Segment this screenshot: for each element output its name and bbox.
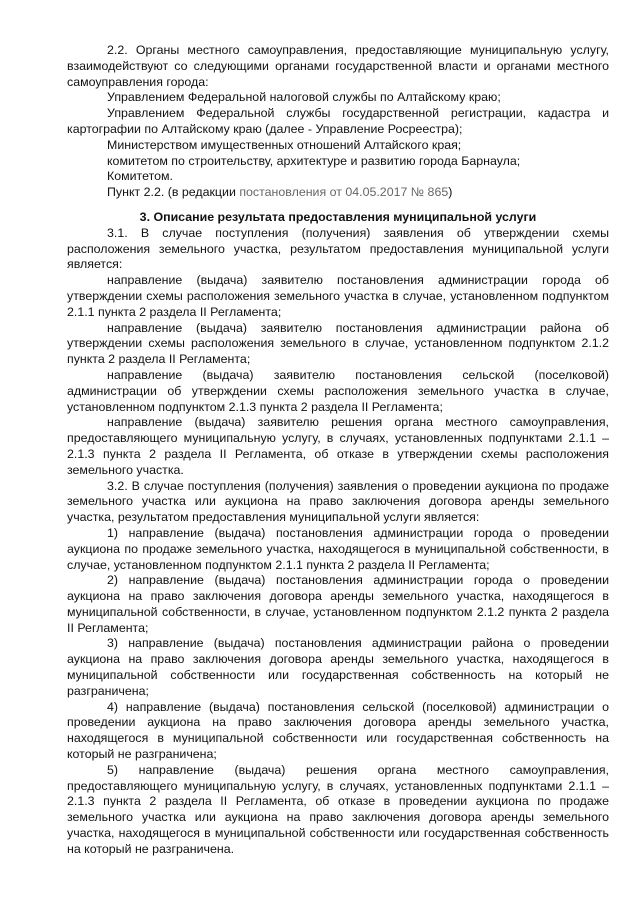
result-3-1-item: направление (выдача) заявителю постановления сельской (поселковой) администрации об утверждении схемы расположения земельного участка в случае, установленном подпунктом 2.1.3 пункта 2 раздела II Регламента; <box>67 367 609 414</box>
interaction-body-rosreestr: Управлением Федеральной службы государственной регистрации, кадастра и картографии по Алтайскому краю (далее - Управление Росреестра); <box>67 106 609 136</box>
result-3-1-item: направление (выдача) заявителю постановления администрации района об утверждении схемы расположения земельного в случае, установленном подпунктом 2.1.2 пункта 2 раздела II Регламента; <box>67 320 609 367</box>
result-3-1-item: направление (выдача) заявителю решения органа местного самоуправления, предоставляющего муниципальную услугу, в случаях, установленных подпунктами 2.1.1 – 2.1.3 пункта 2 раздела II Регламента, об отказе в утверждении схемы расположения земельного участка. <box>67 415 609 477</box>
result-3-2-item: 5) направление (выдача) решения органа местного самоуправления, предоставляющего муниципальную услугу, в случаях, установленных подпунктами 2.1.1 – 2.1.3 пункта 2 раздела II Регламента, об отказе в проведении аукциона по продаже земельного участка или аукциона на право заключения договора аренды земельного участка, находящегося в муниципальной собственности или государственная собственность на который не разграничена. <box>67 762 609 856</box>
result-3-2-item: 2) направление (выдача) постановления администрации города о проведении аукциона на право заключения договора аренды земельного участка, находящегося в муниципальной собственности, в случае, установленном подпунктом 2.1.2 пункта 2 раздела II Регламента; <box>67 573 609 635</box>
interaction-body-tax-service: Управлением Федеральной налоговой службы по Алтайскому краю; <box>107 90 501 105</box>
amendment-note <box>67 185 609 201</box>
interaction-body-committee: Комитетом. <box>107 169 173 184</box>
section-2-2-intro: 2.2. Органы местного самоуправления, предоставляющие муниципальную услугу, взаимодействуют со следующими органами государственной власти и органами местного самоуправления города: <box>67 43 609 89</box>
interaction-body-ministry: Министерством имущественных отношений Алтайского края; <box>107 137 462 152</box>
interaction-body-construction-committee: комитетом по строительству, архитектуре и развитию города Барнаула; <box>107 153 521 168</box>
section-3-2-intro: 3.2. В случае поступления (получения) заявления о проведении аукциона по продаже земельного участка или аукциона на право заключения договора аренды земельного участка, результатом предоставления муниципальной услуги является: <box>67 478 609 525</box>
amendment-note-suffix: ) <box>448 185 453 200</box>
section-3-title: 3. Описание результата предоставления муниципальной услуги <box>139 209 537 224</box>
result-3-2-item: 3) направление (выдача) постановления администрации района о проведении аукциона на право заключения договора аренды земельного участка, находящегося в муниципальной собственности или государственная собственность на который не разграничена; <box>67 636 609 698</box>
result-3-2-item: 4) направление (выдача) постановления сельской (поселковой) администрации о проведении аукциона на право заключения договора аренды земельного участка, находящегося в муниципальной собственности или государственная собственность на который не разграничена; <box>67 699 609 762</box>
result-3-2-item: 1) направление (выдача) постановления администрации города о проведении аукциона по продаже земельного участка, находящегося в муниципальной собственности, в случае, установленном подпунктом 2.1.1 пункта 2 раздела II Регламента; <box>67 525 609 572</box>
amendment-note-prefix: Пункт 2.2. (в редакции <box>107 185 240 200</box>
amendment-resolution-link[interactable]: постановления от 04.05.2017 № 865 <box>239 185 449 200</box>
result-3-1-item: направление (выдача) заявителю постановления администрации города об утверждении схемы расположения земельного участка в случае, установленном подпунктом 2.1.1 пункта 2 раздела II Регламента; <box>67 273 609 319</box>
section-3-1-intro: 3.1. В случае поступления (получения) заявления об утверждении схемы расположения земельного участка, результатом предоставления муниципальной услуги является: <box>67 225 609 272</box>
